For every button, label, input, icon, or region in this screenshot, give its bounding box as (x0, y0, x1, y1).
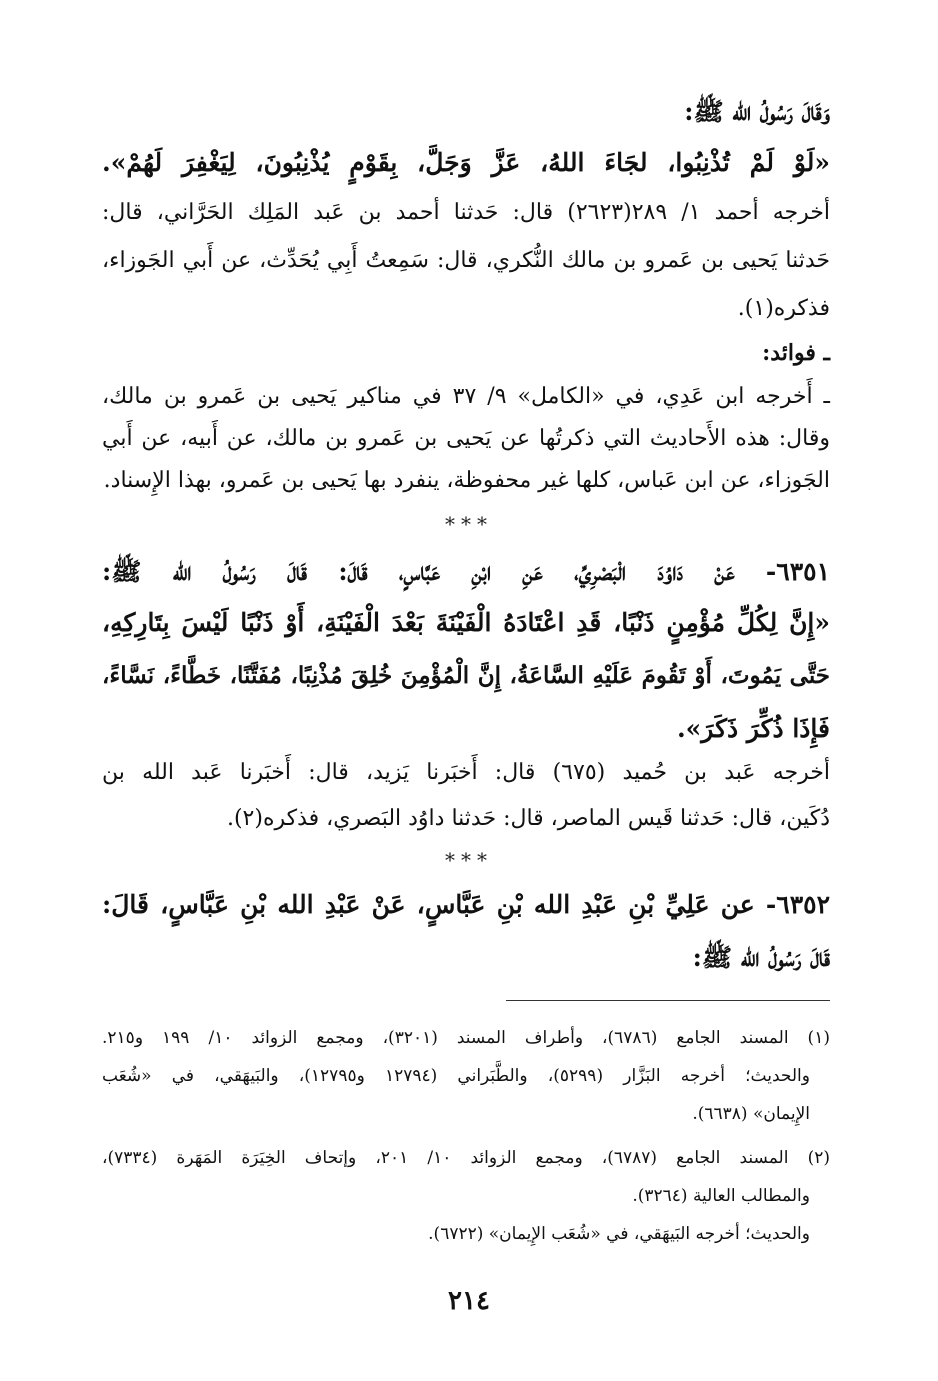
hadith-6351-line: فَإِذَا ذُكِّرَ ذَكَرَ». (676, 714, 830, 743)
hadith-6351-line: حَتَّى يَمُوتَ، أَوْ تَقُومَ عَلَيْهِ السَّاعَةُ، إِنَّ الْمُؤْمِنَ خُلِقَ مُذْنِبًا، مُفَتَّنًا، خَطَّاءً، نَسَّاءً، (102, 662, 830, 689)
takhrij-6351-line: دُكَين، قال: حَدثنا قَيس الماصر، قال: حَدثنا داوُد البَصري، فذكره(٢). (226, 806, 830, 831)
footnote-line: والحديث؛ أخرجه البَيهَقي، في «شُعَب الإِيمان» (٦٧٢٢). (428, 1224, 810, 1244)
fawaid-line: الجَوزاء، عن ابن عَباس، كلها غير محفوظة، ينفرد بها يَحيى بن عَمرو، بهذا الإِسناد. (103, 468, 830, 493)
section-divider-stars: *** (445, 512, 493, 536)
section-divider-stars: *** (445, 848, 493, 872)
fawaid-line: ـ أَخرجه ابن عَدِي، في «الكامل» ٩/ ٣٧ في مناكير يَحيى بن عَمرو بن مالك، (102, 384, 831, 409)
hadith-6351-line: «إِنَّ لِكُلِّ مُؤْمِنٍ ذَنْبًا، قَدِ اعْتَادَهُ الْفَيْنَةَ بَعْدَ الْفَيْنَةِ، أَوْ ذَنْبًا لَيْسَ بِتَارِكِهِ، (102, 608, 830, 637)
footnote-line: الإِيمان» (٦٦٣٨). (692, 1104, 810, 1124)
footnote-line: (١) المسند الجامع (٦٧٨٦)، وأطراف المسند (٣٢٠١)، ومجمع الزوائد ١٠/ ١٩٩ و٢١٥. (102, 1028, 830, 1048)
takhrij-line: فذكره(١). (737, 296, 830, 321)
hadith-text-line: «لَوْ لَمْ تُذْنِبُوا، لجَاءَ اللهُ، عَزَّ وَجَلَّ، بِقَوْمٍ يُذْنِبُونَ، لِيَغْفِرَ لَهُمْ». (102, 148, 830, 177)
footnote-line: والحديث؛ أخرجه البَزَّار (٥٢٩٩)، والطَّبَراني (١٢٧٩٤ و١٢٧٩٥)، والبَيهَقي، في «شُعَب (102, 1066, 810, 1086)
footnote-separator (506, 1000, 830, 1001)
hadith-6351-header: ٦٣٥١- عَنْ دَاوُدَ الْبَصْرِيِّ، عَنِ ابْنِ عَبَّاسٍ، قَالَ: قَالَ رَسُولُ الله ﷺ: (102, 557, 830, 586)
footnote-line: (٢) المسند الجامع (٦٧٨٧)، ومجمع الزوائد ١٠/ ٢٠١، وإتحاف الخِيَرَة المَهَرة (٧٣٣٤)، (102, 1148, 830, 1168)
hadith-6352-header: ٦٣٥٢- عن عَلِيِّ بْنِ عَبْدِ الله بْنِ عَبَّاسٍ، عَنْ عَبْدِ الله بْنِ عَبَّاسٍ، قَالَ: (102, 890, 830, 919)
fawaid-heading: ـ فوائد: (762, 340, 830, 366)
page-number: ٢١٤ (448, 1286, 490, 1316)
hadith-intro: وَقَالَ رَسُولُ الله ﷺ: (684, 97, 830, 126)
takhrij-line: أخرجه أحمد ١/ ٢٨٩(٢٦٢٣) قال: حَدثنا أحمد بن عَبد المَلِك الحَرَّاني، قال: (102, 200, 830, 225)
footnote-line: والمطالب العالية (٣٢٦٤). (632, 1186, 810, 1206)
fawaid-line: وقال: هذه الأَحاديث التي ذكرتُها عن يَحيى بن عَمرو بن مالك، عن أَبيه، عن أَبي (102, 426, 830, 451)
takhrij-6351-line: أخرجه عَبد بن حُميد (٦٧٥) قال: أَخبَرنا يَزيد، قال: أَخبَرنا عَبد الله بن (102, 760, 830, 785)
takhrij-line: حَدثنا يَحيى بن عَمرو بن مالك النُّكري، قال: سَمِعتُ أَبِي يُحَدِّث، عن أَبي الجَوزاء، (102, 248, 830, 273)
hadith-6352-header: قَالَ رَسُولُ الله ﷺ: (692, 943, 830, 972)
